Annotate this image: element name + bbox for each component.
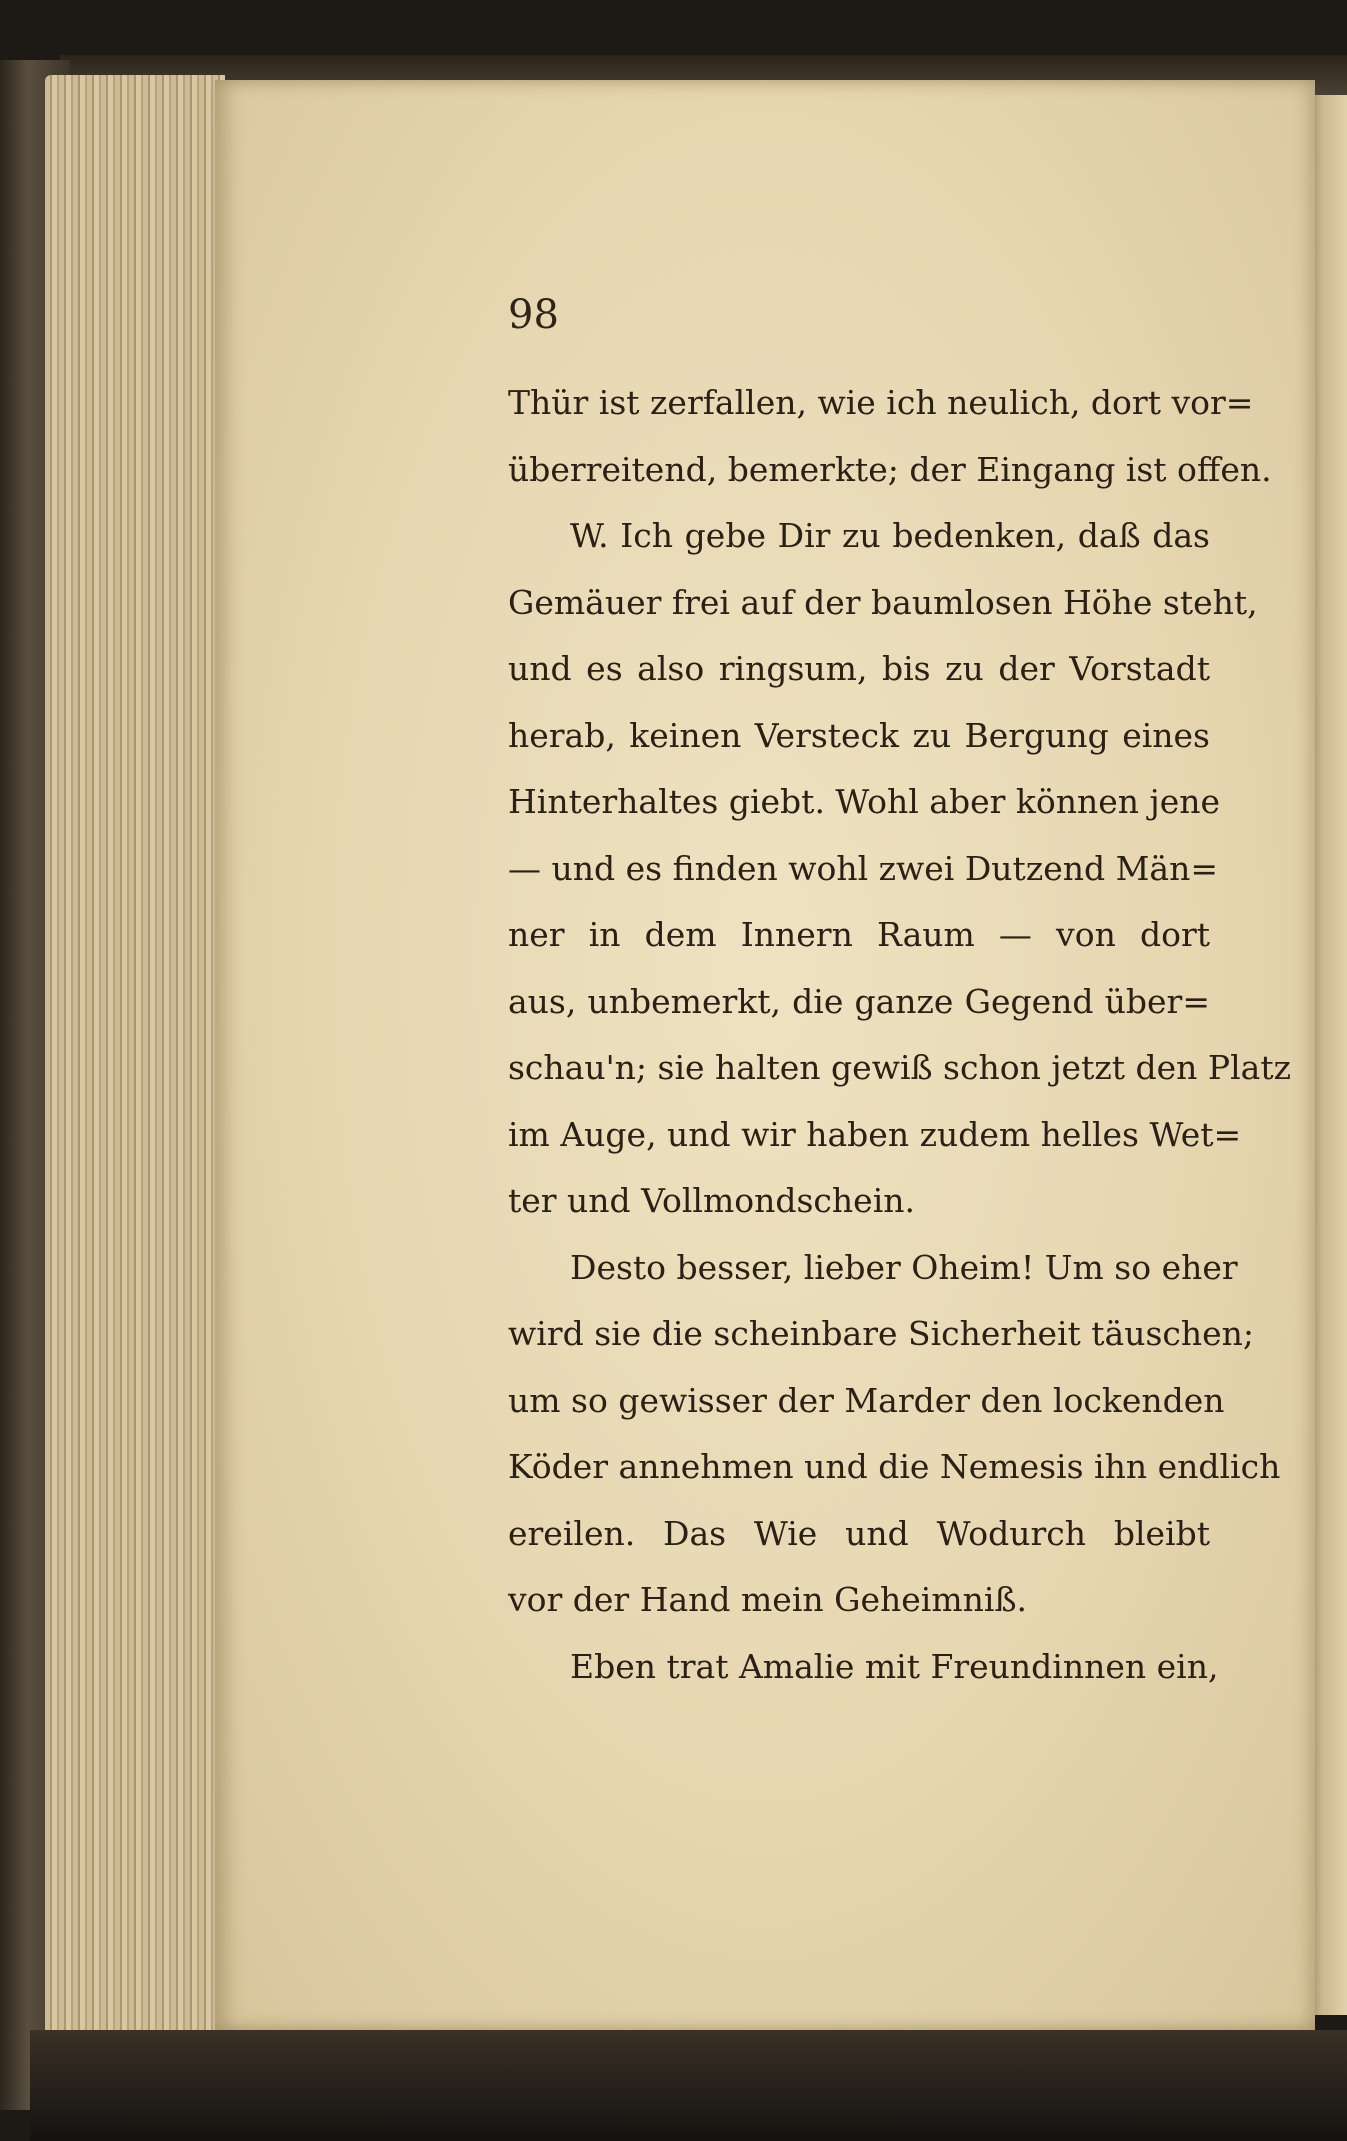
text-line: überreitend, bemerkte; der Eingang ist offen.	[508, 449, 1272, 489]
text-line: wird sie die scheinbare Sicherheit täuschen;	[508, 1314, 1255, 1353]
text-line: aus, unbemerkt, die ganze Gegend über=	[508, 981, 1210, 1021]
text-line: — und es finden wohl zwei Dutzend Män=	[508, 848, 1218, 888]
text-line: Köder annehmen und die Nemesis ihn endlich	[508, 1447, 1281, 1486]
text-line: und es also ringsum, bis zu der Vorstadt	[508, 649, 1210, 688]
text-line: ter und Vollmondschein.	[508, 1181, 915, 1220]
page-edges	[45, 75, 225, 2045]
text-line: W. Ich gebe Dir zu bedenken, daß das	[570, 516, 1210, 555]
page-text	[508, 370, 1291, 1700]
text-line: Thür ist zerfallen, wie ich neulich, dort vor=	[508, 383, 1254, 422]
text-line: Desto besser, lieber Oheim! Um so eher	[570, 1247, 1238, 1287]
text-line: Hinterhaltes giebt. Wohl aber können jene	[508, 782, 1221, 821]
text-line: vor der Hand mein Geheimniß.	[508, 1580, 1027, 1619]
text-line: um so gewisser der Marder den lockenden	[508, 1380, 1225, 1420]
book-bottom-shadow	[30, 2030, 1347, 2141]
text-line: herab, keinen Versteck zu Bergung eines	[508, 715, 1210, 755]
text-line: schau'n; sie halten gewiß schon jetzt den Platz	[508, 1048, 1291, 1087]
text-line: ner in dem Innern Raum — von dort	[508, 915, 1210, 954]
text-line: ereilen. Das Wie und Wodurch bleibt	[508, 1513, 1210, 1553]
text-line: im Auge, und wir haben zudem helles Wet=	[508, 1114, 1242, 1154]
text-line: Gemäuer frei auf der baumlosen Höhe steht,	[508, 582, 1258, 622]
text-line: Eben trat Amalie mit Freundinnen ein,	[570, 1646, 1219, 1686]
page-number: 98	[508, 292, 559, 338]
